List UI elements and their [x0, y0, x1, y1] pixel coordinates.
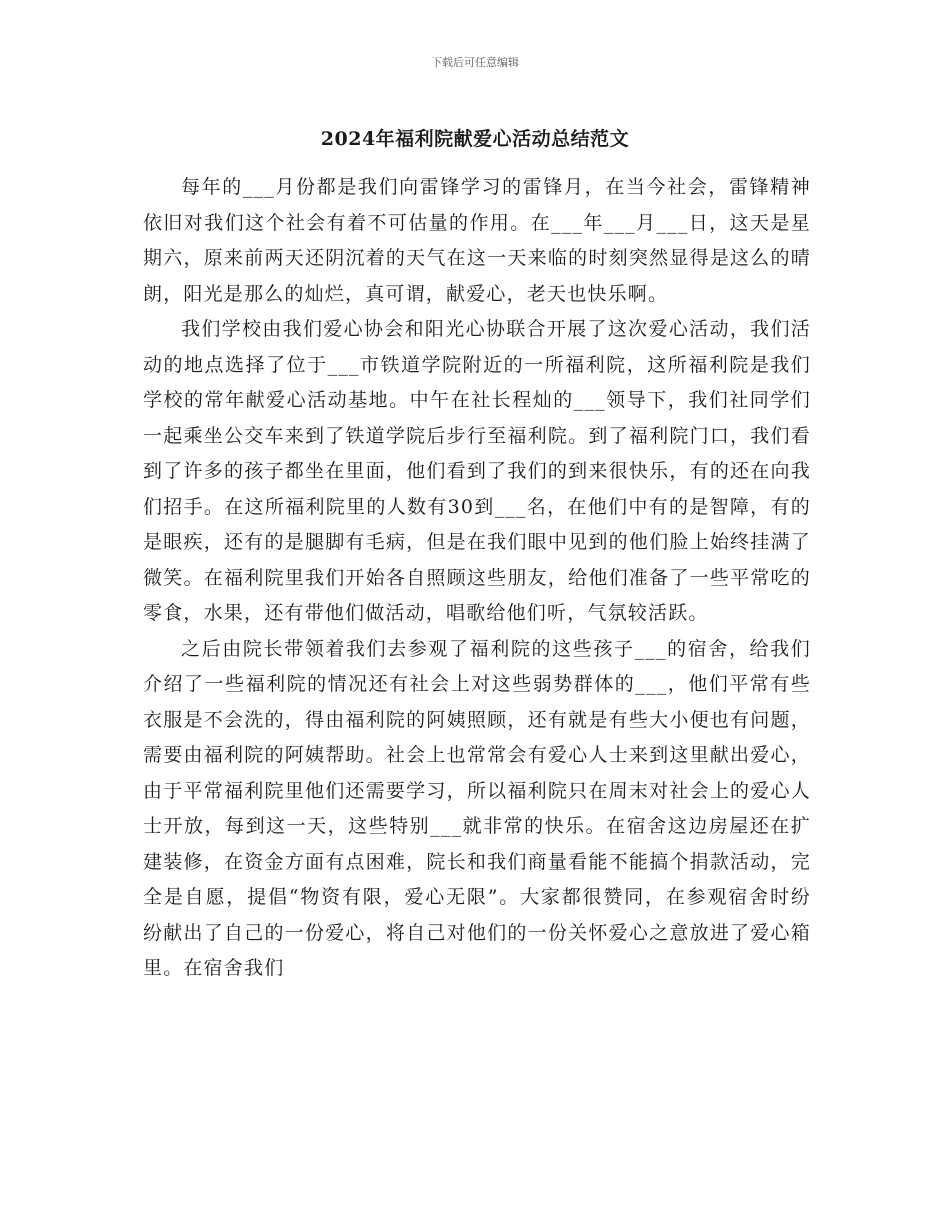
paragraph-3: 之后由院长带领着我们去参观了福利院的这些孩子___的宿舍，给我们介绍了一些福利院的情况还有社会上对这些弱势群体的___，他们平常有些衣服是不会洗的，得由福利院的阿姨照顾，还有就是有些大小便也有问题，需要由福利院的阿姨帮助。社会上也常常会有爱心人士来到这里献出爱心，由于平常福利院里他们还需要学习，所以福利院只在周末对社会上的爱心人士开放，每到这一天，这些特别___就非常的快乐。在宿舍这边房屋还在扩建装修，在资金方面有点困难，院长和我们商量看能不能搞个捐款活动，完全是自愿，提倡“物资有限，爱心无限”。大家都很赞同，在参观宿舍时纷纷献出了自己的一份爱心，将自己对他们的一份关怀爱心之意放进了爱心箱里。在宿舍我们	[143, 637, 811, 979]
paragraph-1: 每年的___月份都是我们向雷锋学习的雷锋月，在当今社会，雷锋精神依旧对我们这个社会有着不可估量的作用。在___年___月___日，这天是星期六，原来前两天还阴沉着的天气在这一天来临的时刻突然显得是这么的晴朗，阳光是那么的灿烂，真可谓，献爱心，老天也快乐啊。	[143, 176, 811, 305]
paragraph-2: 我们学校由我们爱心协会和阳光心协联合开展了这次爱心活动，我们活动的地点选择了位于___市铁道学院附近的一所福利院，这所福利院是我们学校的常年献爱心活动基地。中午在社长程灿的___领导下，我们社同学们一起乘坐公交车来到了铁道学院后步行至福利院。到了福利院门口，我们看到了许多的孩子都坐在里面，他们看到了我们的到来很快乐，有的还在向我们招手。在这所福利院里的人数有30到___名，在他们中有的是智障，有的是眼疾，还有的是腿脚有毛病，但是在我们眼中见到的他们脸上始终挂满了微笑。在福利院里我们开始各自照顾这些朋友，给他们准备了一些平常吃的零食，水果，还有带他们做活动，唱歌给他们听，气氛较活跃。	[143, 318, 811, 624]
document-body	[143, 170, 811, 987]
page-header-note: 下载后可任意编辑	[431, 56, 519, 69]
document-title: 2024年福利院献爱心活动总结范文	[320, 128, 630, 150]
